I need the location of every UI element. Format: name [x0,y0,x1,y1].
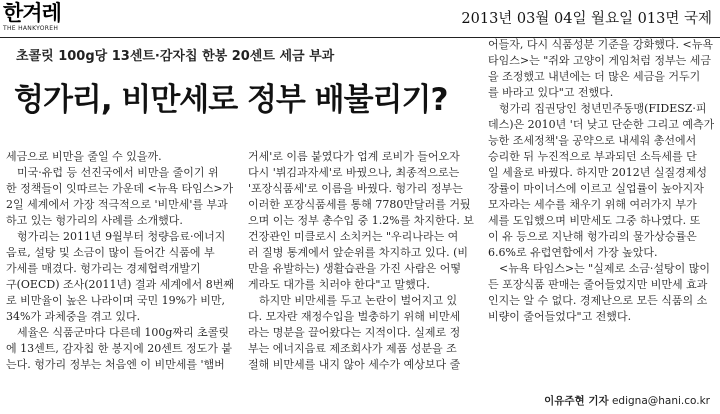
article-text-line: 데스)은 2010년 '더 낮고 단순한 그리고 예측가 [488,118,714,131]
article-text-line: 승리한 뒤 누진적으로 부과되던 소득세를 단 [488,150,697,163]
article-text-line: 세를 도입했으며 비만세도 그중 하나였다. 또 [488,214,701,227]
article-text-line: 미국·유럽 등 선진국에서 비만을 줄이기 위 [6,166,219,179]
article-text-line: 를 바라고 있다"고 전했다. [488,86,614,99]
article-text-line: 다시 '뷔김과자세'로 바꿨으나, 최종적으로는 [248,166,460,179]
article-text-line: 헝가리는 2011년 9월부터 청량음료·에너지 [6,230,226,243]
article-text-line: 6.6%로 유럽연합에서 가장 높았다. [488,246,658,259]
byline-email: edigna@hani.co.kr [611,395,710,407]
article-text-line: 능한 조세정책'을 공약으로 내세워 총선에서 [488,134,697,147]
article-text-line: 하지만 비만세를 두고 논란이 벌어지고 있 [248,294,458,307]
newspaper-masthead [0,0,720,38]
article-byline [544,394,710,408]
article-text-line: 음료, 설탕 및 소금이 많이 들어간 식품에 부 [6,246,215,259]
article-text-line: 모자라는 세수를 채우기 위해 여러가지 부가 [488,198,697,211]
article-column-2 [248,149,478,373]
article-text-line: 헝가리 집권당인 청년민주동맹(FIDESZ·피 [488,102,707,115]
article-text-line: 가세를 매겼다. 헝가리는 경제협력개발기 [6,262,201,275]
article-text-line: 구(OECD) 조사(2011년) 결과 세계에서 8번째 [6,278,234,291]
article-text-line: 로 비만율이 높은 나라이며 국민 19%가 비만, [6,294,225,307]
article-text-line: 2일 세계에서 가장 적극적으로 '비만세'를 부과 [6,198,228,211]
article-text-line: 이 유 등으로 지난해 헝가리의 물가상승률은 [488,230,697,243]
article-text-line: 인지는 알 수 없다. 경제난으로 모든 식품의 소 [488,294,708,307]
article-subheadline: 초콜릿 100g당 13센트·감자칩 한봉 20센트 세금 부과 [16,49,335,64]
article-text-line: 한 정책들이 잇따르는 가운데 <뉴욕 타임스>가 [6,182,234,195]
article-text-line: 절해 비만세를 내지 않아 세수가 예상보다 줄 [248,358,461,371]
article-text-line: 으며 이는 정부 총수입 중 1.2%를 차지한다. 보 [248,214,474,227]
article-text-line: 다. 모자란 재정수입을 벌충하기 위해 비만세 [248,310,461,323]
article-text-line: 세금으로 비만을 줄일 수 있을까. [6,150,162,163]
issue-date-line: 2013년 03월 04일 월요일 013면 국제 [461,11,712,27]
article-text-line: 만을 유발하는) 생활습관을 가진 사람은 어떻 [248,262,462,275]
article-text-line: 러 질병 통계에서 앞순위를 차지하고 있다. (비 [248,246,469,259]
article-text-line: 건장관인 미클로시 소치커는 "우리나라는 여 [248,230,459,243]
byline-author: 이유주현 기자 [544,395,609,407]
article-text-line: 일 세율로 바꿨다. 하지만 2012년 실질경제성 [488,166,707,179]
hankyoreh-logo [3,1,63,35]
article-text-line: 이러한 포장식품세를 통해 7780만달러를 거뒀 [248,198,471,211]
article-headline: 헝가리, 비만세로 정부 배불리기? [14,82,448,118]
article-text-line: 에 13센트, 감자칩 한 봉지에 20센트 정도가 붙 [6,342,232,355]
article-text-line: 든 포장식품 판매는 줄어들었지만 비만세 효과 [488,278,708,291]
article-column-1 [6,149,238,373]
article-text-line: <뉴욕 타임스>는 "실제로 소금·설탕이 많이 [488,262,710,275]
article-text-line: 하고 있는 헝가리의 사례를 소개했다. [6,214,183,227]
article-text-line: 타임스>는 "쥐와 고양이 게임처럼 정부는 세금 [488,54,712,67]
article-text-line: 34%가 과체중을 겪고 있다. [6,310,141,323]
article-text-line: 부는 에너지음료 제조회사가 제품 성분을 조 [248,342,457,355]
article-text-line: 거세'로 이름 붙였다가 업계 로비가 들어오자 [248,150,460,163]
article-text-line: 라는 명분을 끌어왔다는 지적이다. 실제로 정 [248,326,461,339]
article-text-line: 어들자, 다시 식품성분 기준을 강화했다. <뉴욕 [488,38,713,51]
logo-subtitle: THE HANKYOREH [3,25,59,32]
logo-text: 한겨레 [3,1,61,25]
article-text-line: 게라도 대가를 치러야 한다"고 말했다. [248,278,430,291]
article-column-3 [488,37,714,325]
article-text-line: 비량이 줄어들었다"고 전했다. [488,310,632,323]
article-text-line: 장률이 마이너스에 이르고 실업률이 높아지자 [488,182,704,195]
article-text-line: 을 조정했고 내년에는 더 많은 세금을 거두기 [488,70,701,83]
article-text-line: 세율은 식품군마다 다른데 100g짜리 초콜릿 [6,326,230,339]
article-text-line: '포장식품세'로 이름을 바꿨다. 헝가리 정부는 [248,182,463,195]
article-text-line: 는다. 헝가리 정부는 처음엔 이 비만세를 '햄버 [6,358,225,371]
